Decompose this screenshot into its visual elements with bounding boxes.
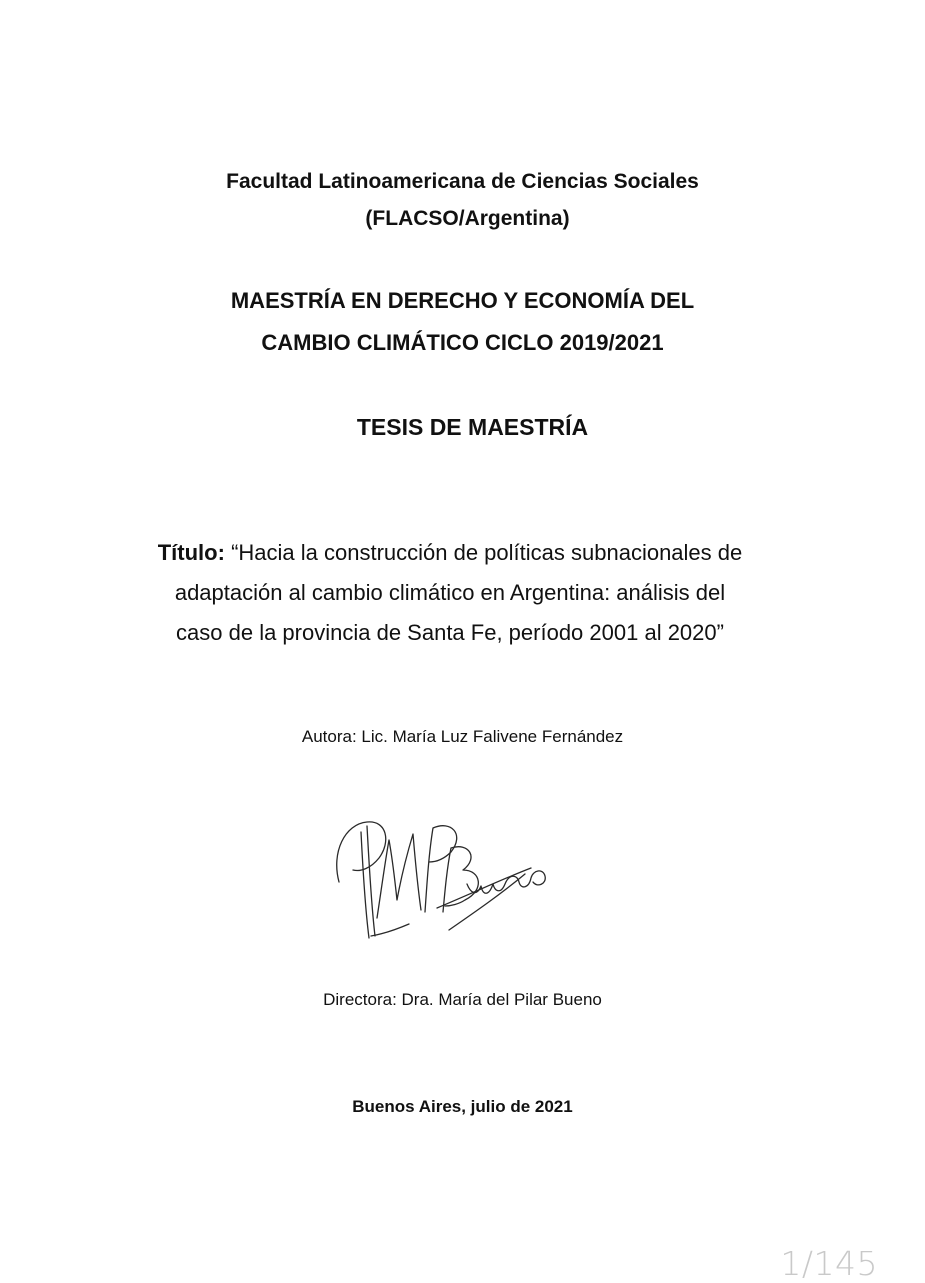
page-counter: 1/145 — [780, 1244, 878, 1283]
director-line: Directora: Dra. María del Pilar Bueno — [323, 990, 602, 1009]
institution-name — [0, 163, 925, 237]
thesis-title-line-2: adaptación al cambio climático en Argentina: análisis del — [174, 580, 726, 605]
author-line: Autora: Lic. María Luz Falivene Fernández — [301, 727, 624, 746]
place-and-date: Buenos Aires, julio de 2021 — [352, 1097, 573, 1116]
thesis-title-line-1 — [100, 533, 800, 573]
program-name-line-2: CAMBIO CLIMÁTICO CICLO 2019/2021 — [261, 330, 664, 355]
program-name — [0, 280, 925, 364]
institution-name-line-1: Facultad Latinoamericana de Ciencias Sociales — [226, 170, 699, 193]
thesis-title-line-3: caso de la provincia de Santa Fe, período 2001 al 2020” — [176, 620, 724, 645]
title-label: Título: — [157, 540, 225, 565]
program-name-line-1: MAESTRÍA EN DERECHO Y ECONOMÍA DEL — [230, 288, 695, 313]
thesis-type-heading: TESIS DE MAESTRÍA — [356, 414, 589, 440]
handwritten-signature — [325, 812, 560, 947]
institution-name-line-2: (FLACSO/Argentina) — [365, 207, 570, 230]
thesis-title — [100, 533, 800, 653]
title-text-1: “Hacia la construcción de políticas subnacionales de — [231, 540, 743, 565]
